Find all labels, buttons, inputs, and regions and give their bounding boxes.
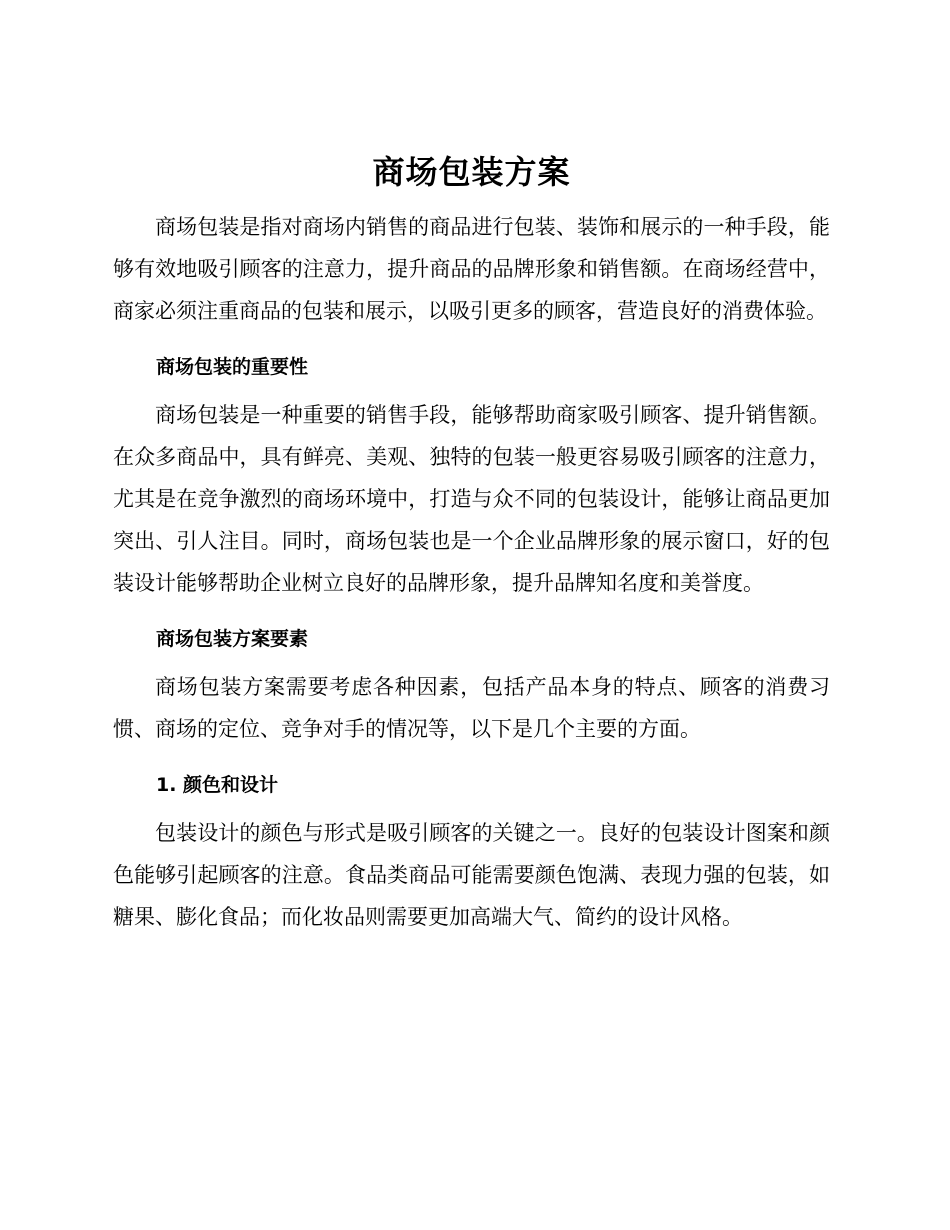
section-heading-importance: 商场包装的重要性: [156, 356, 309, 378]
document-title: 商场包装方案: [372, 153, 571, 191]
section-body-elements: 商场包装方案需要考虑各种因素，包括产品本身的特点、顾客的消费习惯、商场的定位、竞争对手的情况等，以下是几个主要的方面。: [113, 675, 830, 741]
section-body-importance: 商场包装是一种重要的销售手段，能够帮助商家吸引顾客、提升销售额。在众多商品中，具有鲜亮、美观、独特的包装一般更容易吸引顾客的注意力，尤其是在竞争激烈的商场环境中，打造与众不同的包装设计，能够让商品更加突出、引人注目。同时，商场包装也是一个企业品牌形象的展示窗口，好的包装设计能够帮助企业树立良好的品牌形象，提升品牌知名度和美誉度。: [113, 403, 830, 595]
section-heading-elements: 商场包装方案要素: [156, 628, 309, 650]
intro-paragraph: 商场包装是指对商场内销售的商品进行包装、装饰和展示的一种手段，能够有效地吸引顾客的注意力，提升商品的品牌形象和销售额。在商场经营中，商家必须注重商品的包装和展示，以吸引更多的顾客，营造良好的消费体验。: [113, 215, 830, 323]
section-body-color-design: 包装设计的颜色与形式是吸引顾客的关键之一。良好的包装设计图案和颜色能够引起顾客的注意。食品类商品可能需要颜色饱满、表现力强的包装，如糖果、膨化食品；而化妆品则需要更加高端大气、简约的设计风格。: [113, 821, 830, 929]
section-heading-color-design: 1. 颜色和设计: [156, 774, 279, 796]
